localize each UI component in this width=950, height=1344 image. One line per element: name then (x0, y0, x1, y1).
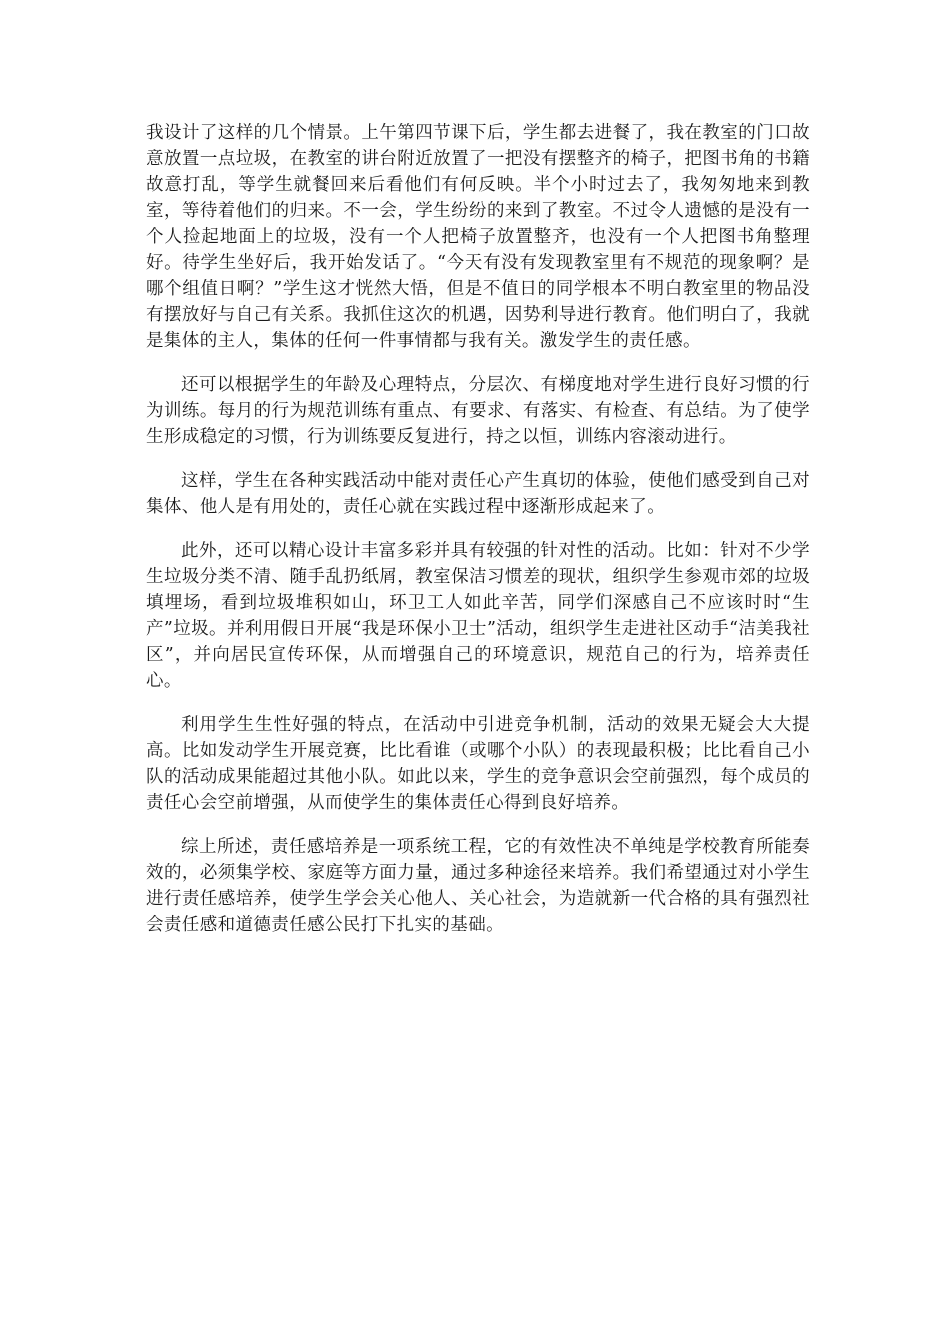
paragraph-practice-experience: 这样，学生在各种实践活动中能对责任心产生真切的体验，使他们感受到自己对集体、他人是有用处的，责任心就在实践过程中逐渐形成起来了。 (146, 471, 810, 517)
paragraph-habit-training: 还可以根据学生的年龄及心理特点，分层次、有梯度地对学生进行良好习惯的行为训练。每月的行为规范训练有重点、有要求、有落实、有检查、有总结。为了使学生形成稳定的习惯，行为训练要反复进行，持之以恒，训练内容滚动进行。 (146, 375, 810, 447)
paragraph-targeted-activities: 此外，还可以精心设计丰富多彩并具有较强的针对性的活动。比如：针对不少学生垃圾分类不清、随手乱扔纸屑，教室保洁习惯差的现状，组织学生参观市郊的垃圾填埋场，看到垃圾堆积如山，环卫工人如此辛苦，同学们深感自己不应该时时“生产”垃圾。并利用假日开展“我是环保小卫士”活动，组织学生走进社区动手“洁美我社区”，并向居民宣传环保，从而增强自己的环境意识，规范自己的行为，培养责任心。 (146, 541, 810, 691)
paragraph-competition-mechanism: 利用学生生性好强的特点，在活动中引进竞争机制，活动的效果无疑会大大提高。比如发动学生开展竞赛，比比看谁（或哪个小队）的表现最积极；比比看自己小队的活动成果能超过其他小队。如此以来，学生的竞争意识会空前强烈，每个成员的责任心会空前增强，从而使学生的集体责任心得到良好培养。 (146, 715, 810, 813)
paragraph-conclusion: 综上所述，责任感培养是一项系统工程，它的有效性决不单纯是学校教育所能奏效的，必须集学校、家庭等方面力量，通过多种途径来培养。我们希望通过对小学生进行责任感培养，使学生学会关心他人、关心社会，为造就新一代合格的具有强烈社会责任感和道德责任感公民打下扎实的基础。 (146, 837, 810, 935)
document-body (146, 120, 810, 956)
paragraph-situation-design: 我设计了这样的几个情景。上午第四节课下后，学生都去进餐了，我在教室的门口故意放置一点垃圾，在教室的讲台附近放置了一把没有摆整齐的椅子，把图书角的书籍故意打乱，等学生就餐回来后看他们有何反映。半个小时过去了，我匆匆地来到教室，等待着他们的归来。不一会，学生纷纷的来到了教室。不过令人遗憾的是没有一个人捡起地面上的垃圾，没有一个人把椅子放置整齐，也没有一个人把图书角整理好。待学生坐好后，我开始发话了。“今天有没有发现教室里有不规范的现象啊？是哪个组值日啊？”学生这才恍然大悟，但是不值日的同学根本不明白教室里的物品没有摆放好与自己有关系。我抓住这次的机遇，因势利导进行教育。他们明白了，我就是集体的主人，集体的任何一件事情都与我有关。激发学生的责任感。 (146, 123, 810, 351)
